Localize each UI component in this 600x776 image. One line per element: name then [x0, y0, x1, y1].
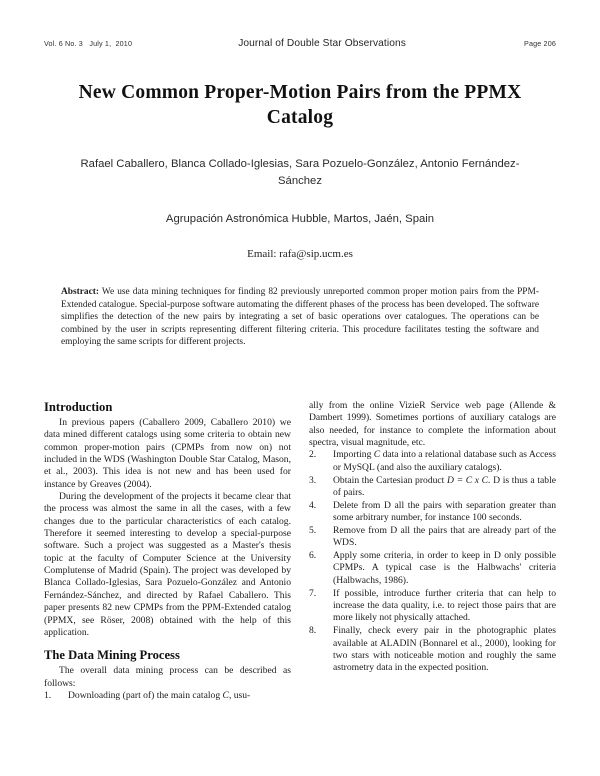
step-1-text-a: Downloading (part of) the main catalog [68, 689, 223, 701]
intro-paragraph-1: In previous papers (Caballero 2009, Caballero 2010) we data mined different catalogs using some criteria to obtain new common proper-motion pairs (CPMPs from now on) not included in the WDS (Washington Double Star Catalog, Mason, et al., 2003). This idea is not new and has been used for instance by Greaves (2004). [44, 417, 291, 490]
abstract-block [61, 286, 539, 349]
intro-paragraph-2: During the development of the projects it became clear that the process was almost the same in all the cases, with a few changes due to the particular characteristics of each catalog. Therefore it seemed interesting to develop a special-purpose software. Such a project was suggested as a Master's thesis topic at the faculty of Computer Science at the University Complutense of Madrid (Spain). The project was developed by Blanca Collado-Iglesias, Sara Pozuelo-González and Antonio Fernández-Sánchez, and directed by Rafael Caballero. This paper presents 82 new CPMPs from the PPM-Extended catalog (PPMX, see Röser, 2008) obtained with the help of this application. [44, 491, 291, 638]
author-list: Rafael Caballero, Blanca Collado-Iglesias, Sara Pozuelo-González, Antonio Fernández-Sánchez [80, 158, 520, 187]
step-2-text-a: Importing [333, 449, 374, 461]
contact-email: Email: rafa@sip.ucm.es [247, 248, 353, 260]
list-item [309, 550, 556, 587]
affiliation: Agrupación Astronómica Hubble, Martos, Jaén, Spain [165, 213, 435, 225]
running-head-journal-title: Journal of Double Star Observations [238, 38, 406, 49]
list-item [309, 588, 556, 625]
list-item [309, 625, 556, 674]
body-columns [44, 400, 556, 703]
step-1-variable: C [222, 689, 229, 701]
step-5-text: Remove from D all the pairs that are already part of the WDS. [333, 524, 556, 549]
process-step-list-start [44, 690, 291, 702]
step-7-text: If possible, introduce further criteria that can help to increase the data quality, i.e. to reject those pairs that are more likely not physically attached. [333, 587, 556, 624]
abstract-label: Abstract: [61, 287, 100, 297]
heading-data-mining-process: The Data Mining Process [44, 648, 180, 663]
step-2-text-b: data into a relational database such as Access or MySQL (and also the auxiliary catalogs). [333, 449, 557, 473]
step-4-text: Delete from D all the pairs with separation greater than some arbitrary number, for instance 100 seconds. [333, 499, 556, 524]
right-column [309, 400, 556, 703]
running-head [44, 38, 556, 50]
list-item [309, 475, 556, 500]
step-2-variable: C [373, 449, 381, 461]
step-3-text-b: D is thus a table of pairs. [333, 474, 556, 498]
step-1-continuation: ally from the online VizieR Service web page (Allende & Dambert 1999). Sometimes portions of auxiliary catalogs are also needed, for instance to complete the information about spectra, visual magnitude, etc. [309, 400, 556, 449]
heading-introduction: Introduction [44, 400, 113, 414]
process-step-list-continued [309, 449, 556, 674]
step-1-text-b: , usu- [228, 689, 251, 701]
running-head-page-number: Page 206 [524, 39, 556, 48]
step-3-text-a: Obtain the Cartesian product [333, 474, 447, 486]
abstract-text: We use data mining techniques for finding 82 previously unreported common proper motion pairs from the PPM-Extended catalogue. Special-purpose software automating the different phases of the process has been developed. The software simplifies the detection of the new pairs by integrating a set of basic operations over catalogues. The operations can be combined by the user in scripts representing different filtering criteria. This procedure facilitates testing the software and employing the same scripts for different projects. [61, 287, 539, 348]
step-3-formula: D = C x C. [447, 474, 491, 486]
left-column [44, 400, 291, 703]
step-6-text: Apply some criteria, in order to keep in D only possible CPMPs. A typical case is the Halbwachs' criteria (Halbwachs, 1986). [333, 550, 556, 586]
list-item [309, 449, 556, 474]
page-title: New Common Proper-Motion Pairs from the PPMX Catalog [78, 82, 522, 128]
running-head-volume: Vol. 6 No. 3 July 1, 2010 [44, 39, 133, 48]
step-8-text: Finally, check every pair in the photographic plates available at ALADIN (Bonnarel et al., 2000), looking for two stars with noticeable motion and roughly the same astrometry data in the expected position. [333, 625, 556, 674]
list-item [44, 690, 291, 702]
process-intro-paragraph: The overall data mining process can be described as follows: [44, 665, 291, 689]
list-item [309, 525, 556, 550]
list-item [309, 500, 556, 525]
